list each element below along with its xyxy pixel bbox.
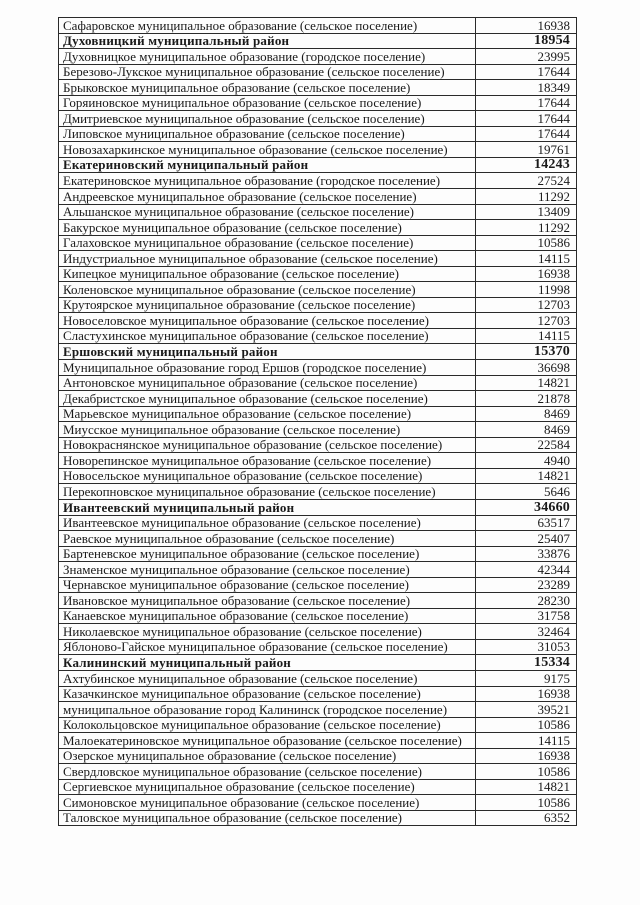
table-row — [59, 266, 577, 282]
municipality-name-cell: Николаевское муниципальное образование (сельское поселение) — [59, 624, 476, 640]
value-cell: 27524 — [476, 173, 577, 189]
municipality-name-cell: Духовницкое муниципальное образование (городское поселение) — [59, 49, 476, 65]
table-row — [59, 49, 577, 65]
table-row — [59, 453, 577, 469]
table-row — [59, 282, 577, 298]
table-row — [59, 328, 577, 344]
value-cell: 14821 — [476, 468, 577, 484]
value-cell: 23289 — [476, 577, 577, 593]
table-row — [59, 235, 577, 251]
value-cell: 31758 — [476, 608, 577, 624]
municipality-name-cell: Перекопновское муниципальное образование (сельское поселение) — [59, 484, 476, 500]
municipality-name-cell: Яблоново-Гайское муниципальное образование (сельское поселение) — [59, 639, 476, 655]
table-row — [59, 204, 577, 220]
municipality-name-cell: Новосельское муниципальное образование (сельское поселение) — [59, 468, 476, 484]
table-row — [59, 391, 577, 407]
district-value-cell: 15334 — [476, 655, 577, 671]
value-cell: 63517 — [476, 515, 577, 531]
table-row — [59, 484, 577, 500]
table-row — [59, 406, 577, 422]
municipality-name-cell: Коленовское муниципальное образование (сельское поселение) — [59, 282, 476, 298]
table-row — [59, 251, 577, 267]
district-name-cell: Калининский муниципальный район — [59, 655, 476, 671]
value-cell: 14115 — [476, 733, 577, 749]
value-cell: 16938 — [476, 686, 577, 702]
table-row — [59, 173, 577, 189]
table-row — [59, 717, 577, 733]
table-row — [59, 126, 577, 142]
value-cell: 11292 — [476, 189, 577, 205]
table-row — [59, 795, 577, 811]
table-row — [59, 64, 577, 80]
value-cell: 14115 — [476, 251, 577, 267]
value-cell: 6352 — [476, 810, 577, 826]
table-row — [59, 593, 577, 609]
value-cell: 36698 — [476, 360, 577, 376]
table-row — [59, 111, 577, 127]
table-row — [59, 80, 577, 96]
value-cell: 25407 — [476, 531, 577, 547]
municipality-name-cell: Муниципальное образование город Ершов (городское поселение) — [59, 360, 476, 376]
value-cell: 22584 — [476, 437, 577, 453]
value-cell: 12703 — [476, 297, 577, 313]
table-row — [59, 189, 577, 205]
municipality-name-cell: Бакурское муниципальное образование (сельское поселение) — [59, 220, 476, 236]
municipality-name-cell: Андреевское муниципальное образование (сельское поселение) — [59, 189, 476, 205]
table-row — [59, 748, 577, 764]
value-cell: 13409 — [476, 204, 577, 220]
value-cell: 10586 — [476, 795, 577, 811]
value-cell: 8469 — [476, 406, 577, 422]
district-name-cell: Екатериновский муниципальный район — [59, 157, 476, 173]
municipality-name-cell: Сафаровское муниципальное образование (сельское поселение) — [59, 18, 476, 34]
district-name-cell: Духовницкий муниципальный район — [59, 33, 476, 49]
table-row — [59, 670, 577, 686]
municipality-name-cell: Озерское муниципальное образование (сельское поселение) — [59, 748, 476, 764]
municipality-name-cell: Канаевское муниципальное образование (сельское поселение) — [59, 608, 476, 624]
table-row — [59, 375, 577, 391]
table-row — [59, 468, 577, 484]
value-cell: 11292 — [476, 220, 577, 236]
district-value-cell: 18954 — [476, 33, 577, 49]
value-cell: 42344 — [476, 562, 577, 578]
table-row — [59, 142, 577, 158]
value-cell: 10586 — [476, 717, 577, 733]
table-row — [59, 546, 577, 562]
value-cell: 17644 — [476, 111, 577, 127]
municipality-name-cell: муниципальное образование город Калининск (городское поселение) — [59, 702, 476, 718]
value-cell: 19761 — [476, 142, 577, 158]
table-row — [59, 577, 577, 593]
municipality-name-cell: Миусское муниципальное образование (сельское поселение) — [59, 422, 476, 438]
municipality-name-cell: Сергиевское муниципальное образование (сельское поселение) — [59, 779, 476, 795]
table-row — [59, 624, 577, 640]
municipality-name-cell: Свердловское муниципальное образование (сельское поселение) — [59, 764, 476, 780]
municipality-name-cell: Ахтубинское муниципальное образование (сельское поселение) — [59, 670, 476, 686]
value-cell: 17644 — [476, 126, 577, 142]
district-row — [59, 655, 577, 671]
municipality-name-cell: Березово-Лукское муниципальное образование (сельское поселение) — [59, 64, 476, 80]
table-row — [59, 297, 577, 313]
district-name-cell: Ивантеевский муниципальный район — [59, 499, 476, 515]
municipality-name-cell: Галаховское муниципальное образование (сельское поселение) — [59, 235, 476, 251]
table-row — [59, 95, 577, 111]
municipality-name-cell: Марьевское муниципальное образование (сельское поселение) — [59, 406, 476, 422]
value-cell: 18349 — [476, 80, 577, 96]
table-row — [59, 18, 577, 34]
municipality-name-cell: Горяиновское муниципальное образование (сельское поселение) — [59, 95, 476, 111]
district-row — [59, 157, 577, 173]
district-value-cell: 15370 — [476, 344, 577, 360]
municipality-name-cell: Чернавское муниципальное образование (сельское поселение) — [59, 577, 476, 593]
value-cell: 16938 — [476, 266, 577, 282]
table-row — [59, 733, 577, 749]
table-row — [59, 360, 577, 376]
value-cell: 12703 — [476, 313, 577, 329]
value-cell: 33876 — [476, 546, 577, 562]
value-cell: 16938 — [476, 748, 577, 764]
table-row — [59, 531, 577, 547]
table-row — [59, 764, 577, 780]
municipality-name-cell: Симоновское муниципальное образование (сельское поселение) — [59, 795, 476, 811]
table-row — [59, 562, 577, 578]
municipality-name-cell: Декабристское муниципальное образование (сельское поселение) — [59, 391, 476, 407]
municipality-name-cell: Ивантеевское муниципальное образование (сельское поселение) — [59, 515, 476, 531]
value-cell: 5646 — [476, 484, 577, 500]
municipality-name-cell: Раевское муниципальное образование (сельское поселение) — [59, 531, 476, 547]
value-cell: 32464 — [476, 624, 577, 640]
municipality-name-cell: Антоновское муниципальное образование (сельское поселение) — [59, 375, 476, 391]
table-row — [59, 639, 577, 655]
value-cell: 8469 — [476, 422, 577, 438]
municipality-name-cell: Екатериновское муниципальное образование (городское поселение) — [59, 173, 476, 189]
value-cell: 16938 — [476, 18, 577, 34]
municipality-name-cell: Кипецкое муниципальное образование (сельское поселение) — [59, 266, 476, 282]
district-row — [59, 33, 577, 49]
value-cell: 39521 — [476, 702, 577, 718]
municipality-name-cell: Новорепинское муниципальное образование (сельское поселение) — [59, 453, 476, 469]
municipality-name-cell: Ивановское муниципальное образование (сельское поселение) — [59, 593, 476, 609]
table-row — [59, 779, 577, 795]
municipality-name-cell: Индустриальное муниципальное образование (сельское поселение) — [59, 251, 476, 267]
table-row — [59, 313, 577, 329]
municipality-name-cell: Колокольцовское муниципальное образование (сельское поселение) — [59, 717, 476, 733]
value-cell: 23995 — [476, 49, 577, 65]
table-row — [59, 608, 577, 624]
value-cell: 11998 — [476, 282, 577, 298]
municipality-name-cell: Новоселовское муниципальное образование (сельское поселение) — [59, 313, 476, 329]
municipality-name-cell: Малоекатериновское муниципальное образование (сельское поселение) — [59, 733, 476, 749]
district-value-cell: 34660 — [476, 499, 577, 515]
value-cell: 14821 — [476, 779, 577, 795]
municipality-name-cell: Крутоярское муниципальное образование (сельское поселение) — [59, 297, 476, 313]
value-cell: 21878 — [476, 391, 577, 407]
municipality-name-cell: Альшанское муниципальное образование (сельское поселение) — [59, 204, 476, 220]
table-body — [59, 18, 577, 826]
value-cell: 17644 — [476, 64, 577, 80]
municipality-name-cell: Сластухинское муниципальное образование (сельское поселение) — [59, 328, 476, 344]
district-name-cell: Ершовский муниципальный район — [59, 344, 476, 360]
municipality-name-cell: Брыковское муниципальное образование (сельское поселение) — [59, 80, 476, 96]
municipality-name-cell: Новозахаркинское муниципальное образование (сельское поселение) — [59, 142, 476, 158]
district-row — [59, 499, 577, 515]
value-cell: 10586 — [476, 235, 577, 251]
value-cell: 9175 — [476, 670, 577, 686]
table-row — [59, 422, 577, 438]
table-row — [59, 515, 577, 531]
value-cell: 17644 — [476, 95, 577, 111]
value-cell: 4940 — [476, 453, 577, 469]
municipality-name-cell: Дмитриевское муниципальное образование (сельское поселение) — [59, 111, 476, 127]
municipality-table — [58, 17, 577, 826]
value-cell: 31053 — [476, 639, 577, 655]
table-row — [59, 702, 577, 718]
municipality-name-cell: Казачкинское муниципальное образование (сельское поселение) — [59, 686, 476, 702]
table-row — [59, 686, 577, 702]
municipality-name-cell: Липовское муниципальное образование (сельское поселение) — [59, 126, 476, 142]
value-cell: 14821 — [476, 375, 577, 391]
table-row — [59, 810, 577, 826]
municipality-name-cell: Знаменское муниципальное образование (сельское поселение) — [59, 562, 476, 578]
value-cell: 28230 — [476, 593, 577, 609]
district-row — [59, 344, 577, 360]
municipality-name-cell: Таловское муниципальное образование (сельское поселение) — [59, 810, 476, 826]
value-cell: 10586 — [476, 764, 577, 780]
municipality-name-cell: Бартеневское муниципальное образование (сельское поселение) — [59, 546, 476, 562]
district-value-cell: 14243 — [476, 157, 577, 173]
value-cell: 14115 — [476, 328, 577, 344]
table-row — [59, 220, 577, 236]
table-row — [59, 437, 577, 453]
municipality-name-cell: Новокраснянское муниципальное образование (сельское поселение) — [59, 437, 476, 453]
